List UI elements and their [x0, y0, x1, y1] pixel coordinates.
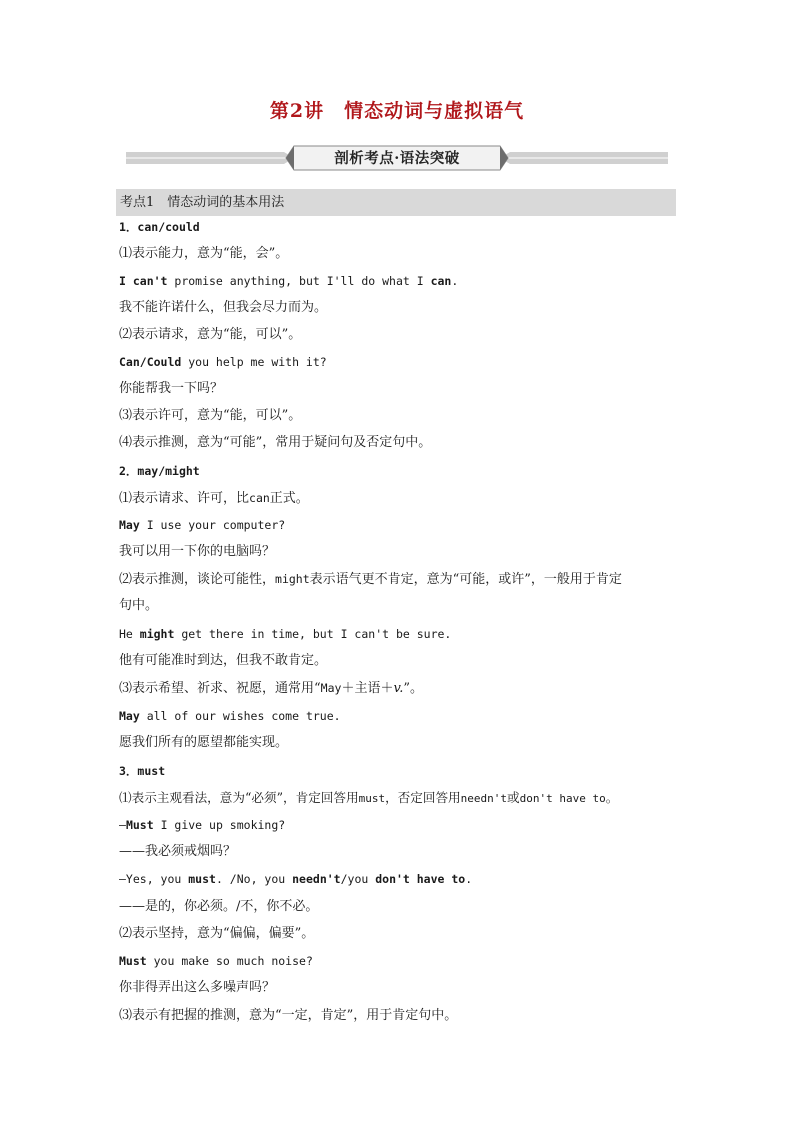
example-3: May I use your computer? — [119, 518, 286, 532]
translation-3: 我可以用一下你的电脑吗？ — [119, 544, 276, 559]
point-may-inference-cont: 句中。 — [119, 598, 159, 613]
translation-8: 你非得弄出这么多噪声吗？ — [119, 980, 276, 995]
page-title: 第2讲 情态动词与虚拟语气 — [269, 100, 525, 122]
banner-text: 剖析考点·语法突破 — [334, 150, 460, 167]
example-7: —Yes, you must. /No, you needn't/you don't have to. — [119, 872, 473, 886]
translation-2: 你能帮我一下吗？ — [119, 381, 224, 396]
example-5: May all of our wishes come true. — [119, 709, 341, 723]
point-inference: ⑷表示推测，意为“可能”，常用于疑问句及否定句中。 — [119, 435, 432, 450]
point-may-wish: ⑶表示希望、祈求、祝愿，通常用“May＋主语＋v.”。 — [119, 681, 424, 696]
point-must-inference: ⑶表示有把握的推测，意为“一定，肯定”，用于肯定句中。 — [119, 1008, 458, 1023]
heading-may-might: 2．may/might — [119, 464, 200, 478]
example-4: He might get there in time, but I can't be sure. — [119, 627, 452, 641]
point-request: ⑵表示请求，意为“能，可以”。 — [119, 327, 302, 342]
point-may-inference: ⑵表示推测，谈论可能性，might表示语气更不肯定，意为“可能，或许”，一般用于肯定 — [119, 572, 622, 587]
point-must-insist: ⑵表示坚持，意为“偏偏，偏要”。 — [119, 926, 315, 941]
translation-5: 愿我们所有的愿望都能实现。 — [119, 735, 289, 750]
point-permission: ⑶表示许可，意为“能，可以”。 — [119, 408, 302, 423]
section-heading: 考点1 情态动词的基本用法 — [116, 189, 676, 216]
translation-6: ——我必须戒烟吗？ — [119, 844, 237, 859]
heading-can-could: 1．can/could — [119, 220, 200, 234]
translation-4: 他有可能准时到达，但我不敢肯定。 — [119, 653, 328, 668]
example-1: I can't promise anything, but I'll do what I can. — [119, 274, 459, 288]
section-banner — [118, 144, 676, 172]
example-6: —Must I give up smoking? — [119, 818, 286, 832]
point-must-opinion: ⑴表示主观看法，意为“必须”，肯定回答用must，否定回答用needn't或don't have to。 — [119, 790, 619, 805]
translation-7: ——是的，你必须。/不，你不必。 — [119, 899, 319, 914]
example-8: Must you make so much noise? — [119, 954, 313, 968]
heading-must: 3．must — [119, 764, 166, 778]
example-2: Can/Could you help me with it? — [119, 355, 327, 369]
point-ability: ⑴表示能力，意为“能，会”。 — [119, 246, 289, 261]
translation-1: 我不能许诺什么，但我会尽力而为。 — [119, 300, 328, 315]
point-may-request: ⑴表示请求、许可，比can正式。 — [119, 491, 309, 506]
